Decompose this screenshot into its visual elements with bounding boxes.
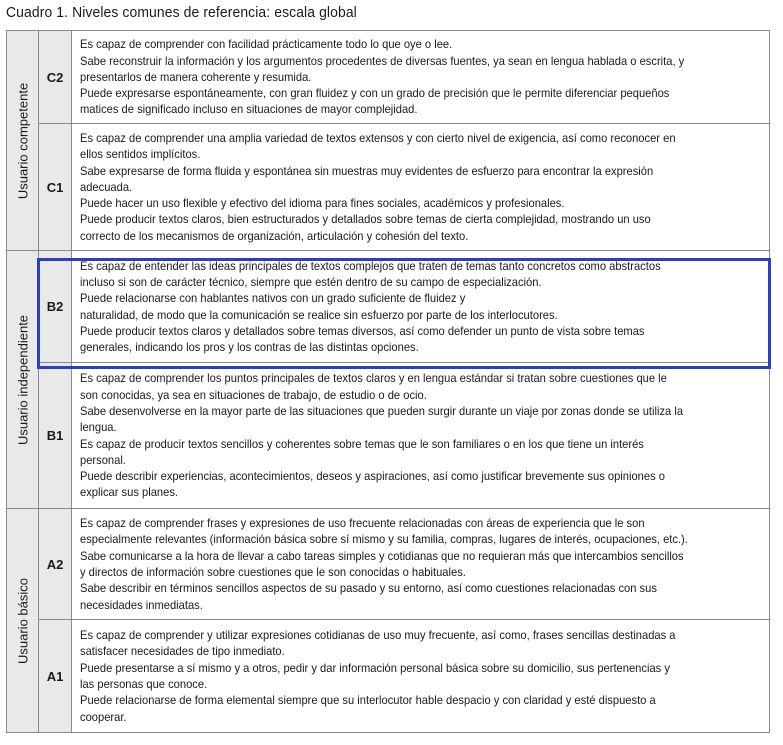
level-label-b1: B1 (39, 363, 72, 509)
group-cell-basic (7, 509, 39, 733)
description-line: personal. (80, 452, 126, 467)
group-cell-competent (7, 31, 39, 251)
table-row (7, 363, 770, 509)
table-row (7, 620, 770, 733)
description-line: ellos sentidos implícitos. (80, 147, 201, 162)
description-line: Es capaz de comprender una amplia variedad de textos extensos y con cierto nivel de exigencia, así como reconocer en (80, 130, 676, 145)
description-line: naturalidad, de modo que la comunicación se realice sin esfuerzo por parte de los interlocutores. (80, 307, 558, 322)
description-line: las personas que conoce. (80, 677, 208, 691)
description-line: Sabe comunicarse a la hora de llevar a cabo tareas simples y cotidianas que no requieran más que intercambios sencillos (80, 548, 684, 563)
description-line: correcto de los mecanismos de organización, articulación y cohesión del texto. (80, 228, 469, 243)
level-label-c1: C1 (39, 124, 72, 251)
description-line: generales, indicando los pros y los contras de las distintas opciones. (80, 340, 419, 355)
description-line: Es capaz de comprender con facilidad prácticamente todo lo que oye o lee. (80, 37, 453, 52)
description-line: lengua. (80, 420, 117, 435)
level-label-b2: B2 (39, 251, 72, 363)
description-line: Puede producir textos claros, bien estructurados y detallados sobre temas de cierta complejidad, mostrando un uso (80, 212, 651, 227)
description-line: Sabe describir en términos sencillos aspectos de su pasado y su entorno, así como cuestiones relacionadas con sus (80, 581, 657, 596)
level-label-a1: A1 (39, 620, 72, 733)
level-description-a2 (72, 509, 770, 620)
table-caption: Cuadro 1. Niveles comunes de referencia: escala global (6, 4, 357, 21)
group-label-competent: Usuario competente (15, 82, 30, 199)
description-line: Puede relacionarse con hablantes nativos con un grado suficiente de fluidez y (80, 291, 466, 306)
description-line: Es capaz de comprender frases y expresiones de uso frecuente relacionadas con áreas de experiencia que le son (80, 516, 645, 531)
cefr-levels-table (6, 30, 770, 733)
description-line: Sabe desenvolverse en la mayor parte de las situaciones que pueden surgir durante un viaje por zonas donde se utiliza la (80, 403, 684, 418)
table-row (7, 509, 770, 620)
description-line: Sabe reconstruir la información y los argumentos procedentes de diversas fuentes, ya sean en lengua hablada o escrita, y (80, 53, 685, 68)
description-line: Puede expresarse espontáneamente, con gran fluidez y con un grado de precisión que le permite diferenciar pequeños (80, 86, 670, 101)
description-line: Sabe expresarse de forma fluida y espontánea sin muestras muy evidentes de esfuerzo para encontrar la expresión (80, 163, 654, 178)
description-line: Es capaz de entender las ideas principales de textos complejos que traten de temas tanto concretos como abstractos (80, 258, 661, 273)
group-cell-independent (7, 251, 39, 509)
description-line: Es capaz de comprender los puntos principales de textos claros y en lengua estándar si tratan sobre cuestiones que le (80, 371, 667, 386)
description-line: matices de significado incluso en situaciones de mayor complejidad. (80, 102, 418, 117)
description-line: Puede hacer un uso flexible y efectivo del idioma para fines sociales, académicos y profesionales. (80, 196, 565, 211)
level-description-b2 (72, 251, 770, 363)
description-line: especialmente relevantes (información básica sobre sí mismo y su familia, compras, lugares de interés, ocupaciones, etc.). (80, 532, 688, 547)
table-row (7, 251, 770, 363)
level-description-c1 (72, 124, 770, 251)
description-line: presentarlos de manera coherente y resumida. (80, 69, 312, 84)
description-line: Puede presentarse a sí mismo y a otros, pedir y dar información personal básica sobre su domicilio, sus pertenencias y (80, 660, 670, 675)
table-row (7, 31, 770, 124)
group-label-independent: Usuario independiente (15, 314, 30, 445)
description-line: necesidades inmediatas. (80, 597, 203, 612)
description-line: satisfacer necesidades de tipo inmediato. (80, 644, 285, 659)
level-label-c2: C2 (39, 31, 72, 124)
description-line: adecuada. (80, 179, 133, 194)
description-line: y directos de información sobre cuestiones que le son conocidas o habituales. (80, 565, 466, 579)
description-line: cooperar. (80, 709, 127, 724)
description-line: Es capaz de producir textos sencillos y coherentes sobre temas que le son familiares o en los que tiene un interés (80, 436, 644, 451)
level-label-a2: A2 (39, 509, 72, 620)
description-line: Puede describir experiencias, acontecimientos, deseos y aspiraciones, así como justificar brevemente sus opiniones o (80, 469, 665, 484)
level-description-b1 (72, 363, 770, 509)
description-line: son conocidas, ya sea en situaciones de trabajo, de estudio o de ocio. (80, 387, 427, 402)
description-line: Puede producir textos claros y detallados sobre temas diversos, así como defender un punto de vista sobre temas (80, 323, 645, 338)
table-row (7, 124, 770, 251)
description-line: Puede relacionarse de forma elemental siempre que su interlocutor hable despacio y con claridad y esté dispuesto a (80, 693, 656, 708)
description-line: incluso si son de carácter técnico, siempre que estén dentro de su campo de especialización. (80, 274, 542, 289)
description-line: explicar sus planes. (80, 485, 179, 500)
group-label-basic: Usuario básico (15, 577, 30, 664)
level-description-a1 (72, 620, 770, 733)
description-line: Es capaz de comprender y utilizar expresiones cotidianas de uso muy frecuente, así como, frases sencillas destinadas a (80, 628, 676, 643)
level-description-c2 (72, 31, 770, 124)
